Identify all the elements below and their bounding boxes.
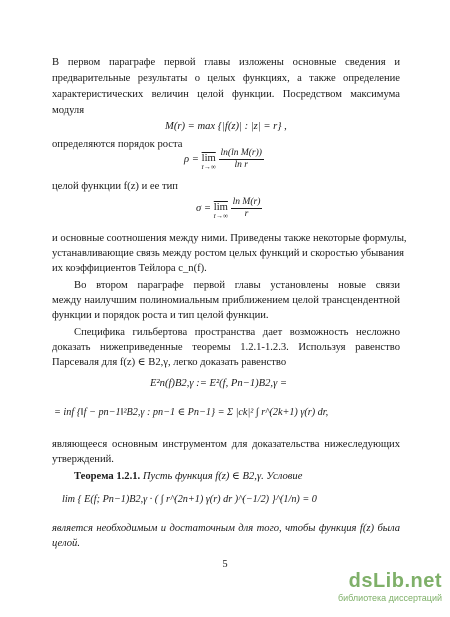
text-line: доказать нижеприведенные теоремы 1.2.1-1.2.3. Используя равенство [52, 342, 400, 353]
theorem-label: Теорема 1.2.1. [74, 471, 141, 482]
text-line: их коэффициентов Тейлора c_n(f). [52, 263, 207, 274]
formula-order: ρ = $\overline{lim}$ r→∞ $\frac{\text{ln(ln M(r))}}{\text{ln r}}$ [184, 148, 262, 171]
text-line: предварительные результаты о целых функциях, а также определение [52, 73, 400, 84]
text-line: являющееся основным инструментом для доказательства нижеследующих [52, 439, 400, 450]
text-line: Во втором параграфе первой главы установлены новые связи [74, 280, 400, 291]
text-line: целой функции f(z) и ее тип [52, 181, 178, 192]
theorem-text: Пусть функция f(z) ∈ B2,γ. Условие [142, 471, 303, 482]
text-line: устанавливающие связь между ростом целых функций и скоростью убывания [52, 248, 405, 259]
text-line: и основные соотношения между ними. Приведены также некоторые формулы, [52, 233, 407, 244]
watermark [307, 570, 442, 604]
formula-best-approx: E²n(f)B2,γ := E²(f, Pn−1)B2,γ = [150, 378, 288, 389]
text-line: между наилучшим полиномиальным приближением целой трансцендентной [52, 295, 400, 306]
text-line: является необходимым и достаточным для того, чтобы функция f(z) была [52, 523, 400, 534]
text-line: модуля [52, 105, 85, 116]
text-line: целой. [52, 538, 80, 549]
formula-theorem-condition: lim { E(f; Pn−1)B2,γ · ( ∫ r^(2n+1) γ(r) dr )^(−1/2) }^(1/n) = 0 [62, 494, 317, 505]
formula-max-modulus: M(r) = max {|f(z)| : |z| = r} , [165, 121, 287, 132]
text-line: функции и порядок роста и тип целой функции. [52, 310, 269, 321]
text-line: утверждений. [52, 454, 114, 465]
text-line: Парсеваля для f(z) ∈ B2,γ, легко доказать равенство [52, 357, 287, 368]
text-line: Специфика гильбертова пространства дает возможность несложно [74, 327, 400, 338]
theorem-heading [74, 470, 302, 483]
text-line: В первом параграфе первой главы изложены основные сведения и [52, 57, 400, 68]
watermark-subtitle: библиотека диссертаций [337, 593, 442, 603]
formula-type: σ = $\overline{lim}$ r→∞ $\frac{\text{ln M(r)}}{r}$ [196, 197, 261, 220]
text-line: характеристических величин целой функции. Посредством максимума [52, 89, 400, 100]
formula-parseval: = inf {‖f − pn−1‖²B2,γ : pn−1 ∈ Pn−1} = Σ |ck|² ∫ r^(2k+1) γ(r) dr, [54, 407, 329, 418]
page-number: 5 [222, 559, 228, 570]
watermark-logo: dsLib.net [348, 570, 442, 592]
text-line: определяются порядок роста [52, 139, 183, 150]
